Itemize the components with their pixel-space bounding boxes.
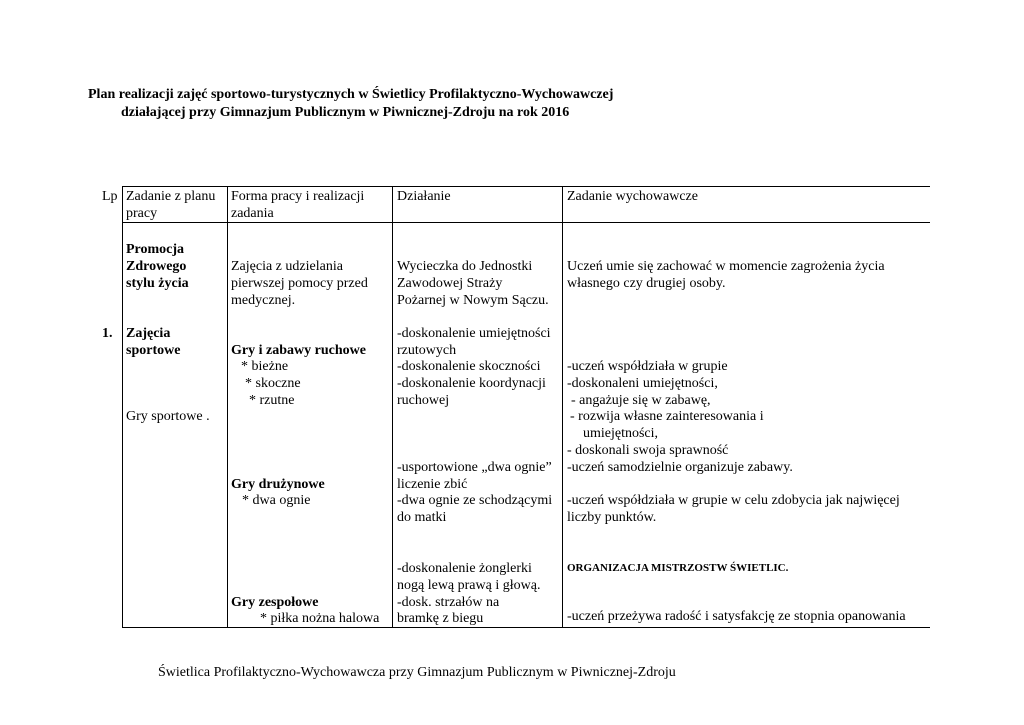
forma-text: pierwszej pomocy przed bbox=[231, 276, 368, 291]
zadanie-text: Promocja bbox=[126, 242, 185, 257]
wychowawcze-text: -uczeń przeżywa radość i satysfakcję ze stopnia opanowania bbox=[567, 609, 906, 624]
document-title bbox=[88, 86, 613, 122]
dzialanie-text: Zawodowej Straży bbox=[397, 276, 503, 291]
dzialanie-text: Pożarnej w Nowym Sączu. bbox=[397, 293, 549, 308]
wychowawcze-text: liczby punktów. bbox=[567, 510, 657, 525]
dzialanie-text: liczenie zbić bbox=[397, 477, 468, 492]
zadanie-text: Zdrowego bbox=[126, 259, 187, 274]
dzialanie-text: -doskonalenie umiejętności bbox=[397, 326, 551, 341]
forma-text: * rzutne bbox=[249, 393, 295, 408]
dzialanie-text: nogą lewą prawą i głową. bbox=[397, 578, 541, 593]
zadanie-text: stylu życia bbox=[126, 276, 189, 291]
wychowawcze-text: ORGANIZACJA MISTRZOSTW ŚWIETLIC. bbox=[567, 562, 789, 574]
wychowawcze-text: -uczeń współdziała w grupie w celu zdobycia jak najwięcej bbox=[567, 493, 900, 508]
forma-text: Gry drużynowe bbox=[231, 477, 325, 492]
wychowawcze-text: - doskonali swoja sprawność bbox=[567, 443, 729, 458]
forma-text: * dwa ognie bbox=[242, 493, 311, 508]
wychowawcze-text: -uczeń samodzielnie organizuje zabawy. bbox=[567, 460, 793, 475]
dzialanie-text: -usportowione „dwa ognie” bbox=[397, 460, 552, 475]
wychowawcze-text: - angażuje się w zabawę, bbox=[571, 393, 711, 408]
dzialanie-text: -doskonalenie skoczności bbox=[397, 359, 541, 374]
header-dzialanie: Działanie bbox=[397, 189, 451, 204]
table-col-divider bbox=[562, 186, 563, 628]
header-zadanie-2: pracy bbox=[126, 206, 158, 221]
dzialanie-text: bramkę z biegu bbox=[397, 611, 484, 626]
dzialanie-text: -dosk. strzałów na bbox=[397, 595, 500, 610]
table-col-divider bbox=[392, 186, 393, 628]
dzialanie-text: -dwa ognie ze schodzącymi bbox=[397, 493, 553, 508]
title-line-2: działającej przy Gimnazjum Publicznym w Piwnicznej-Zdroju na rok 2016 bbox=[121, 105, 570, 120]
header-wychowawcze: Zadanie wychowawcze bbox=[567, 189, 698, 204]
dzialanie-text: ruchowej bbox=[397, 393, 450, 408]
forma-text: * piłka nożna halowa bbox=[260, 611, 380, 626]
wychowawcze-text: - rozwija własne zainteresowania i bbox=[570, 409, 764, 424]
forma-text: * bieżne bbox=[241, 359, 289, 374]
wychowawcze-text: własnego czy drugiej osoby. bbox=[567, 276, 726, 291]
title-line-1: Plan realizacji zajęć sportowo-turystycznych w Świetlicy Profilaktyczno-Wychowawczej bbox=[88, 87, 614, 102]
plan-table bbox=[96, 186, 930, 628]
header-zadanie-1: Zadanie z planu bbox=[126, 189, 216, 204]
zadanie-text: Zajęcia bbox=[126, 326, 171, 341]
table-col-divider bbox=[227, 186, 228, 628]
dzialanie-text: -doskonalenie żonglerki bbox=[397, 561, 532, 576]
document-footer: Świetlica Profilaktyczno-Wychowawcza przy Gimnazjum Publicznym w Piwnicznej-Zdroju bbox=[158, 665, 676, 680]
dzialanie-text: -doskonalenie koordynacji bbox=[397, 376, 546, 391]
wychowawcze-text: -doskonaleni umiejętności, bbox=[567, 376, 718, 391]
header-lp: Lp bbox=[102, 189, 118, 204]
dzialanie-text: do matki bbox=[397, 510, 447, 525]
table-bottom-border bbox=[122, 627, 930, 628]
header-forma-1: Forma pracy i realizacji bbox=[231, 189, 365, 204]
wychowawcze-text: umiejętności, bbox=[583, 426, 659, 441]
wychowawcze-text: -uczeń współdziała w grupie bbox=[567, 359, 728, 374]
dzialanie-text: rzutowych bbox=[397, 343, 457, 358]
zadanie-text: Gry sportowe . bbox=[126, 409, 210, 424]
table-top-border bbox=[122, 186, 930, 187]
forma-text: * skoczne bbox=[245, 376, 301, 391]
forma-text: Gry i zabawy ruchowe bbox=[231, 343, 366, 358]
dzialanie-text: Wycieczka do Jednostki bbox=[397, 259, 533, 274]
table-header-border bbox=[122, 222, 930, 223]
table-col-divider bbox=[122, 186, 123, 628]
header-forma-2: zadania bbox=[231, 206, 274, 221]
wychowawcze-text: Uczeń umie się zachować w momencie zagrożenia życia bbox=[567, 259, 885, 274]
forma-text: medycznej. bbox=[231, 293, 296, 308]
zadanie-text: sportowe bbox=[126, 343, 181, 358]
forma-text: Gry zespołowe bbox=[231, 595, 319, 610]
forma-text: Zajęcia z udzielania bbox=[231, 259, 343, 274]
row-lp: 1. bbox=[102, 326, 113, 341]
